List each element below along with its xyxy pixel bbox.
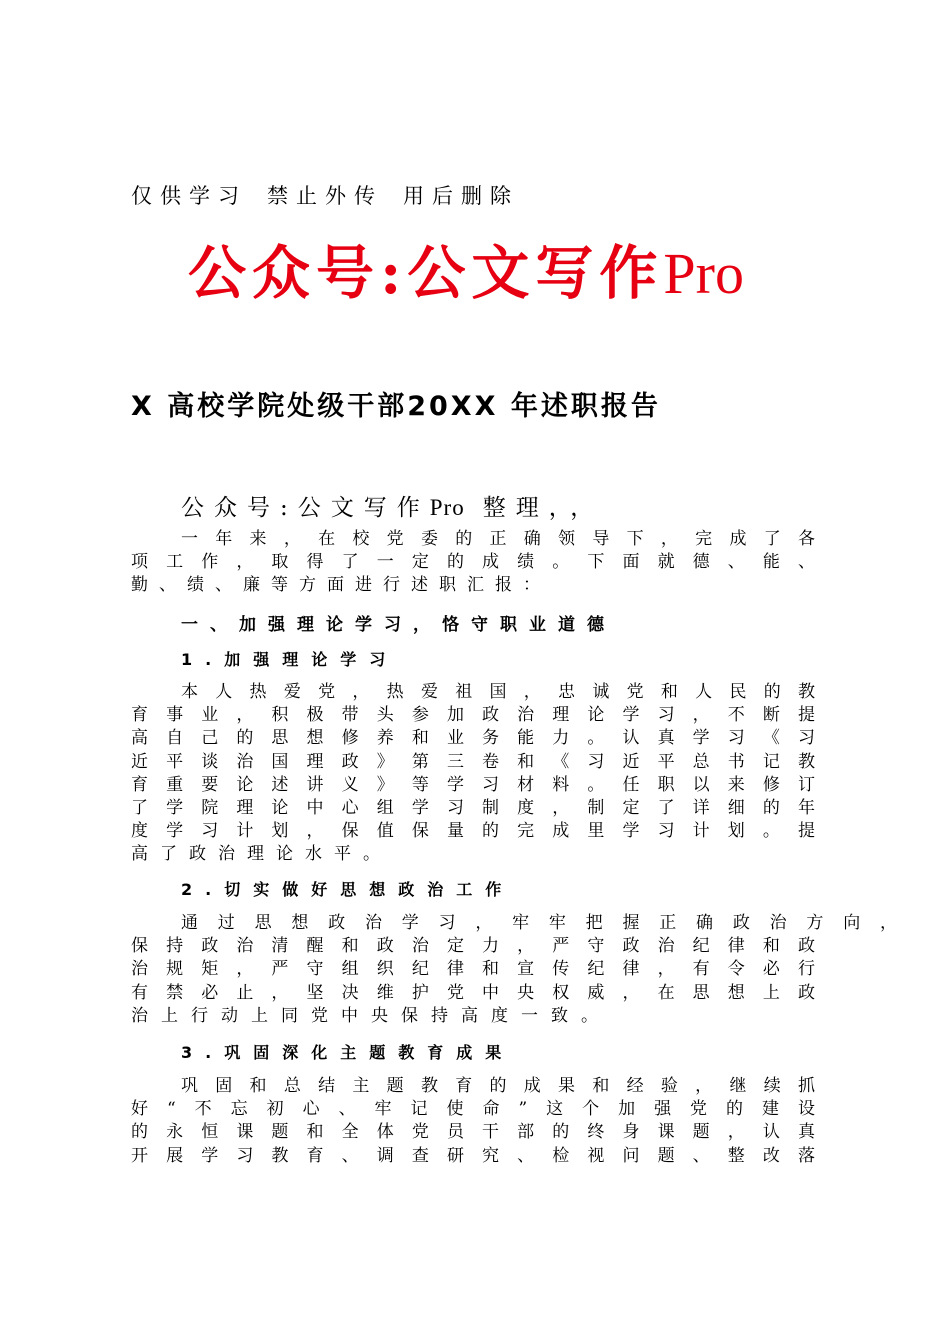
byline: [181, 489, 603, 522]
byline-compiled: 整理，，: [482, 495, 604, 521]
body-line: 度学习计划，保值保量的完成里学习计划。提: [131, 821, 815, 842]
body-line: 本人热爱党，热爱祖国，忠诚党和人民的教: [181, 682, 815, 702]
body-line: 治规矩，严守组织纪律和宣传纪律，有令必行: [131, 959, 815, 980]
body-line: 好“不忘初心、牢记使命”这个加强党的建设: [131, 1099, 815, 1120]
intro-paragraph: [131, 528, 815, 598]
intro-line: 一年来，在校党委的正确领导下，完成了各: [181, 529, 815, 549]
usage-notice: [131, 180, 519, 210]
body-line: 开展学习教育、调查研究、检视问题、整改落: [131, 1145, 815, 1166]
body-line: 巩固和总结主题教育的成果和经验，继续抓: [181, 1076, 815, 1096]
subsection-heading-1: 1.加强理论学习: [181, 650, 399, 669]
body-line: 近平谈治国理政》第三卷和《习近平总书记教: [131, 751, 815, 772]
section-heading-1: 一、加强理论学习，恪守职业道德: [181, 615, 616, 635]
body-line: 有禁必止，坚决维护党中央权威，在思想上政: [131, 982, 815, 1003]
notice-delete-after-use: 用后删除: [403, 184, 519, 208]
brand-suffix: Pro: [663, 241, 744, 306]
body-line: 治上行动上同党中央保持高度一致。: [131, 1005, 611, 1026]
document-title: X 高校学院处级干部20XX 年述职报告: [131, 391, 661, 422]
body-line: 高了政治理论水平。: [131, 844, 392, 865]
brand-banner: [188, 226, 744, 310]
body-line: 保持政治清醒和政治定力，严守政治纪律和政: [131, 936, 815, 957]
notice-study-only: 仅供学习: [131, 184, 247, 208]
body-line: 育事业，积极带头参加政治理论学习，不断提: [131, 705, 815, 726]
intro-line: 项工作，取得了一定的成绩。下面就德、能、: [131, 552, 815, 573]
body-line: 的永恒课题和全体党员干部的终身课题，认真: [131, 1122, 815, 1143]
byline-source-suffix: Pro: [429, 495, 465, 520]
notice-no-distribution: 禁止外传: [267, 184, 383, 208]
byline-source: 公众号:公文写作: [181, 495, 430, 521]
subsection-heading-3: 3.巩固深化主题教育成果: [181, 1043, 515, 1062]
body-line: 通过思想政治学习，牢牢把握正确政治方向，: [181, 913, 897, 933]
body-line: 了学院理论中心组学习制度，制定了详细的年: [131, 797, 815, 818]
intro-line: 勤、绩、廉等方面进行述职汇报：: [131, 575, 551, 596]
brand-text: 公众号:公文写作: [188, 239, 664, 307]
body-line: 育重要论述讲义》等学习材料。任职以来修订: [131, 774, 815, 795]
subsection-heading-2: 2.切实做好思想政治工作: [181, 880, 515, 899]
body-line: 高自己的思想修养和业务能力。认真学习《习: [131, 728, 815, 749]
subsection-1-body: [131, 681, 815, 867]
subsection-2-body: [131, 912, 897, 1028]
subsection-3-body: [131, 1075, 815, 1168]
